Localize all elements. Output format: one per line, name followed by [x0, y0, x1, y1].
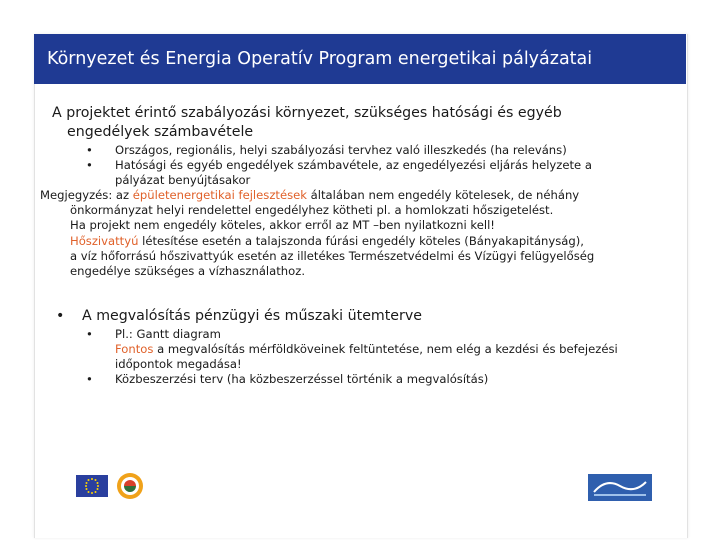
note-line-2: önkormányzat helyi rendelettel engedélyhez kötheti pl. a homlokzati hőszigetelést.: [70, 203, 554, 218]
note-text: Megjegyzés: az: [40, 188, 133, 202]
page-title: Környezet és Energia Operatív Program energetikai pályázatai: [34, 34, 686, 84]
bullet-text: Pl.: Gantt diagram: [115, 327, 221, 342]
section2-heading: [52, 307, 672, 326]
section1-bullet-2: [52, 158, 672, 173]
note-highlight: Hőszivattyú: [70, 233, 139, 248]
bullet-icon: •: [86, 143, 93, 157]
hungarian-emblem-icon: [116, 472, 144, 500]
bullet-text: a megvalósítás mérföldköveinek feltüntetése, nem elég a kezdési és befejezési: [153, 342, 618, 357]
note-text: általában nem engedély kötelesek, de néhány: [306, 188, 580, 202]
note-line-4: [40, 234, 672, 249]
section1-heading-line2: engedélyek számbavétele: [67, 124, 254, 140]
bullet-text: időpontok megadása!: [115, 357, 242, 372]
note-line-3: Ha projekt nem engedély köteles, akkor erről az MT –ben nyilatkozni kell!: [70, 218, 495, 233]
emblem-graphic: [116, 472, 144, 500]
bullet-text: Országos, regionális, helyi szabályozási tervhez való illeszkedés (ha releváns): [115, 143, 567, 157]
section1-bullet-2-cont: [52, 173, 672, 188]
note-line-5: a víz hőforrású hőszivattyúk esetén az illetékes Természetvédelmi és Vízügyi felügyelőség: [70, 248, 595, 263]
uj-magyarorszag-logo-icon: [588, 474, 652, 501]
note-line-1: [40, 188, 672, 203]
section2-bullet-2: [52, 342, 672, 357]
section2-heading-text: A megvalósítás pénzügyi és műszaki ütemterve: [82, 308, 422, 325]
footer-logos: [76, 472, 676, 502]
note-block: [40, 188, 672, 279]
note-text: létesítése esetén a talajszonda fúrási engedély köteles (Bányakapitányság),: [138, 233, 584, 248]
section2-bullet-3: [52, 372, 672, 387]
bullet-icon: •: [86, 158, 93, 172]
bullet-highlight: Fontos: [115, 342, 154, 357]
section2-bullet-2-cont: [52, 357, 672, 372]
bullet-icon: •: [86, 372, 93, 387]
bullet-text: pályázat benyújtásakor: [115, 173, 251, 187]
eu-flag-icon: [76, 475, 108, 497]
bullet-icon: •: [86, 327, 93, 342]
section1-heading: [52, 104, 672, 142]
bullet-text: Hatósági és egyéb engedélyek számbavétele, az engedélyezési eljárás helyzete a: [115, 158, 592, 172]
section1-bullet-1: [52, 143, 672, 158]
section2-bullet-1: [52, 327, 672, 342]
bullet-text: Közbeszerzési terv (ha közbeszerzéssel történik a megvalósítás): [115, 372, 489, 387]
slide-content: [40, 104, 672, 387]
umft-graphic: [588, 474, 652, 501]
bullet-icon: •: [56, 308, 65, 325]
note-line-6: engedélye szükséges a vízhasználathoz.: [70, 264, 306, 279]
eu-stars-icon: [76, 475, 108, 497]
note-highlight: épületenergetikai fejlesztések: [132, 188, 307, 202]
section1-heading-line1: A projektet érintő szabályozási környezet, szükséges hatósági és egyéb: [52, 105, 562, 121]
